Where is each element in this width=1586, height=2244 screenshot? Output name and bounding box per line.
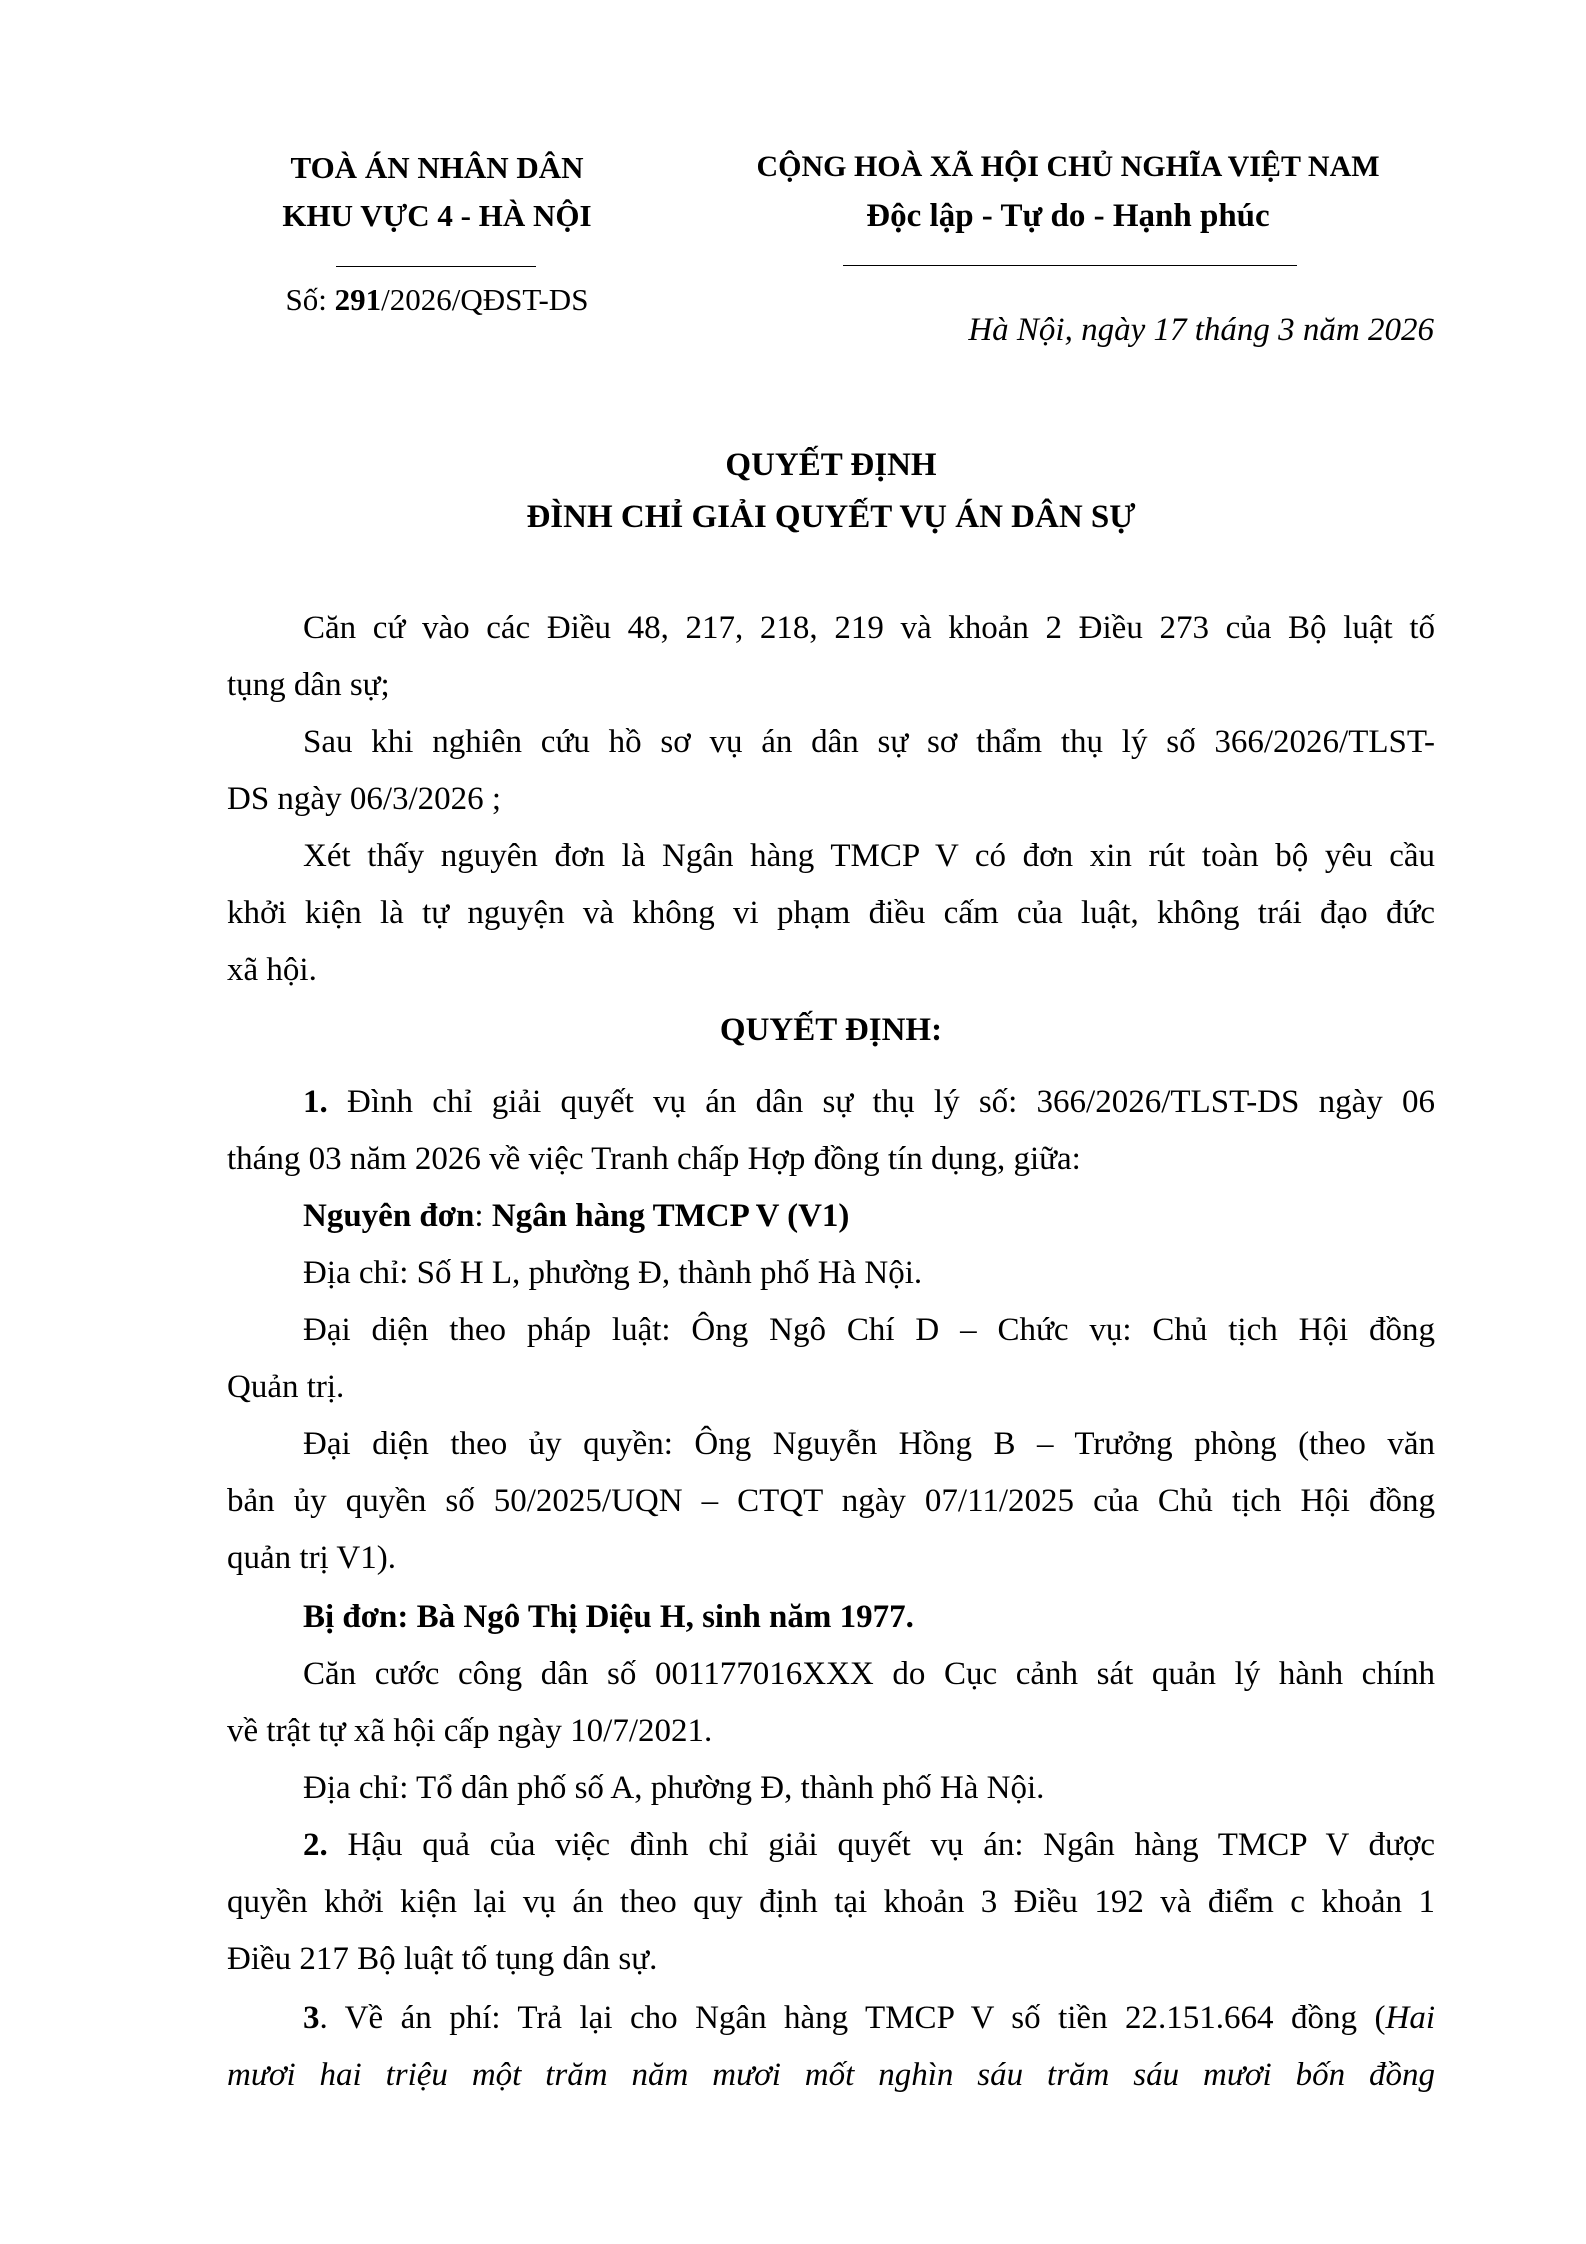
item-2-number: 2.: [303, 1827, 328, 1863]
plaintiff-label: Nguyên đơn: [303, 1198, 475, 1234]
defendant-id: Căn cước công dân số 001177016XXX do Cục cảnh sát quản lý hành chính: [303, 1656, 1435, 1692]
item-1-line2: tháng 03 năm 2026 về việc Tranh chấp Hợp đồng tín dụng, giữa:: [227, 1141, 1081, 1177]
court-divider: [336, 266, 536, 267]
item-2-line1: [227, 1825, 1435, 1865]
preamble-withdrawal: Xét thấy nguyên đơn là Ngân hàng TMCP V có đơn xin rút toàn bộ yêu cầu: [303, 838, 1435, 874]
court-name-line1: TOÀ ÁN NHÂN DÂN: [290, 150, 584, 185]
decision-number-value: 291: [334, 282, 382, 317]
decision-heading: QUYẾT ĐỊNH:: [719, 1012, 943, 1048]
item-3-number: 3: [303, 2000, 320, 2036]
plaintiff-colon: :: [474, 1198, 492, 1234]
national-motto: Độc lập - Tự do - Hạnh phúc: [866, 198, 1270, 234]
document-subtitle: ĐÌNH CHỈ GIẢI QUYẾT VỤ ÁN DÂN SỰ: [526, 499, 1136, 535]
place-date: Hà Nội, ngày 17 tháng 3 năm 2026: [968, 312, 1434, 348]
item-3-text: . Về án phí: Trả lại cho Ngân hàng TMCP V số tiền 22.151.664 đồng (: [319, 2000, 1386, 2036]
authorized-representative-end: quản trị V1).: [227, 1540, 396, 1576]
authorized-representative: Đại diện theo ủy quyền: Ông Nguyễn Hồng B – Trưởng phòng (theo văn: [303, 1426, 1435, 1462]
item-1-text: Đình chỉ giải quyết vụ án dân sự thụ lý số: 366/2026/TLST-DS ngày 06: [327, 1084, 1435, 1120]
document-title: QUYẾT ĐỊNH: [725, 447, 937, 483]
preamble-withdrawal-end: xã hội.: [227, 952, 317, 988]
legal-representative-cont: Quản trị.: [227, 1369, 345, 1405]
plaintiff: [227, 1196, 1435, 1236]
preamble-case-review: Sau khi nghiên cứu hồ sơ vụ án dân sự sơ thẩm thụ lý số 366/2026/TLST-: [303, 724, 1435, 760]
court-name-line2: KHU VỰC 4 - HÀ NỘI: [282, 198, 592, 233]
decision-number: [237, 282, 637, 318]
preamble-case-review-cont: DS ngày 06/3/2026 ;: [227, 781, 502, 817]
item-3-amount-words: mươi hai triệu một trăm năm mươi mốt nghìn sáu trăm sáu mươi bốn đồng: [227, 2057, 1435, 2093]
preamble-legal-basis-cont: tụng dân sự;: [227, 667, 390, 703]
decision-number-prefix: Số:: [285, 282, 335, 317]
defendant: Bị đơn: Bà Ngô Thị Diệu H, sinh năm 1977.: [303, 1599, 914, 1635]
preamble-legal-basis: Căn cứ vào các Điều 48, 217, 218, 219 và khoản 2 Điều 273 của Bộ luật tố: [303, 610, 1435, 646]
defendant-id-cont: về trật tự xã hội cấp ngày 10/7/2021.: [227, 1713, 713, 1749]
motto-divider: [843, 265, 1297, 266]
item-2-line2: quyền khởi kiện lại vụ án theo quy định tại khoản 3 Điều 192 và điểm c khoản 1: [227, 1884, 1435, 1920]
authorized-representative-cont: bản ủy quyền số 50/2025/UQN – CTQT ngày 07/11/2025 của Chủ tịch Hội đồng: [227, 1483, 1435, 1519]
item-2-line3: Điều 217 Bộ luật tố tụng dân sự.: [227, 1941, 658, 1977]
legal-representative: Đại diện theo pháp luật: Ông Ngô Chí D – Chức vụ: Chủ tịch Hội đồng: [303, 1312, 1435, 1348]
item-3-amount-words-start: Hai: [1385, 2000, 1435, 2036]
item-1-line1: [227, 1082, 1435, 1122]
preamble-withdrawal-cont: khởi kiện là tự nguyện và không vi phạm điều cấm của luật, không trái đạo đức: [227, 895, 1435, 931]
national-title: CỘNG HOÀ XÃ HỘI CHỦ NGHĨA VIỆT NAM: [756, 150, 1380, 183]
defendant-address: Địa chỉ: Tổ dân phố số A, phường Đ, thành phố Hà Nội.: [303, 1770, 1045, 1806]
plaintiff-name: Ngân hàng TMCP V (V1): [491, 1198, 850, 1234]
item-2-text: Hậu quả của việc đình chỉ giải quyết vụ án: Ngân hàng TMCP V được: [327, 1827, 1435, 1863]
item-1-number: 1.: [303, 1084, 328, 1120]
decision-number-suffix: /2026/QĐST-DS: [381, 282, 589, 317]
plaintiff-address: Địa chỉ: Số H L, phường Đ, thành phố Hà Nội.: [303, 1255, 923, 1291]
item-3-line1: [227, 1998, 1435, 2038]
